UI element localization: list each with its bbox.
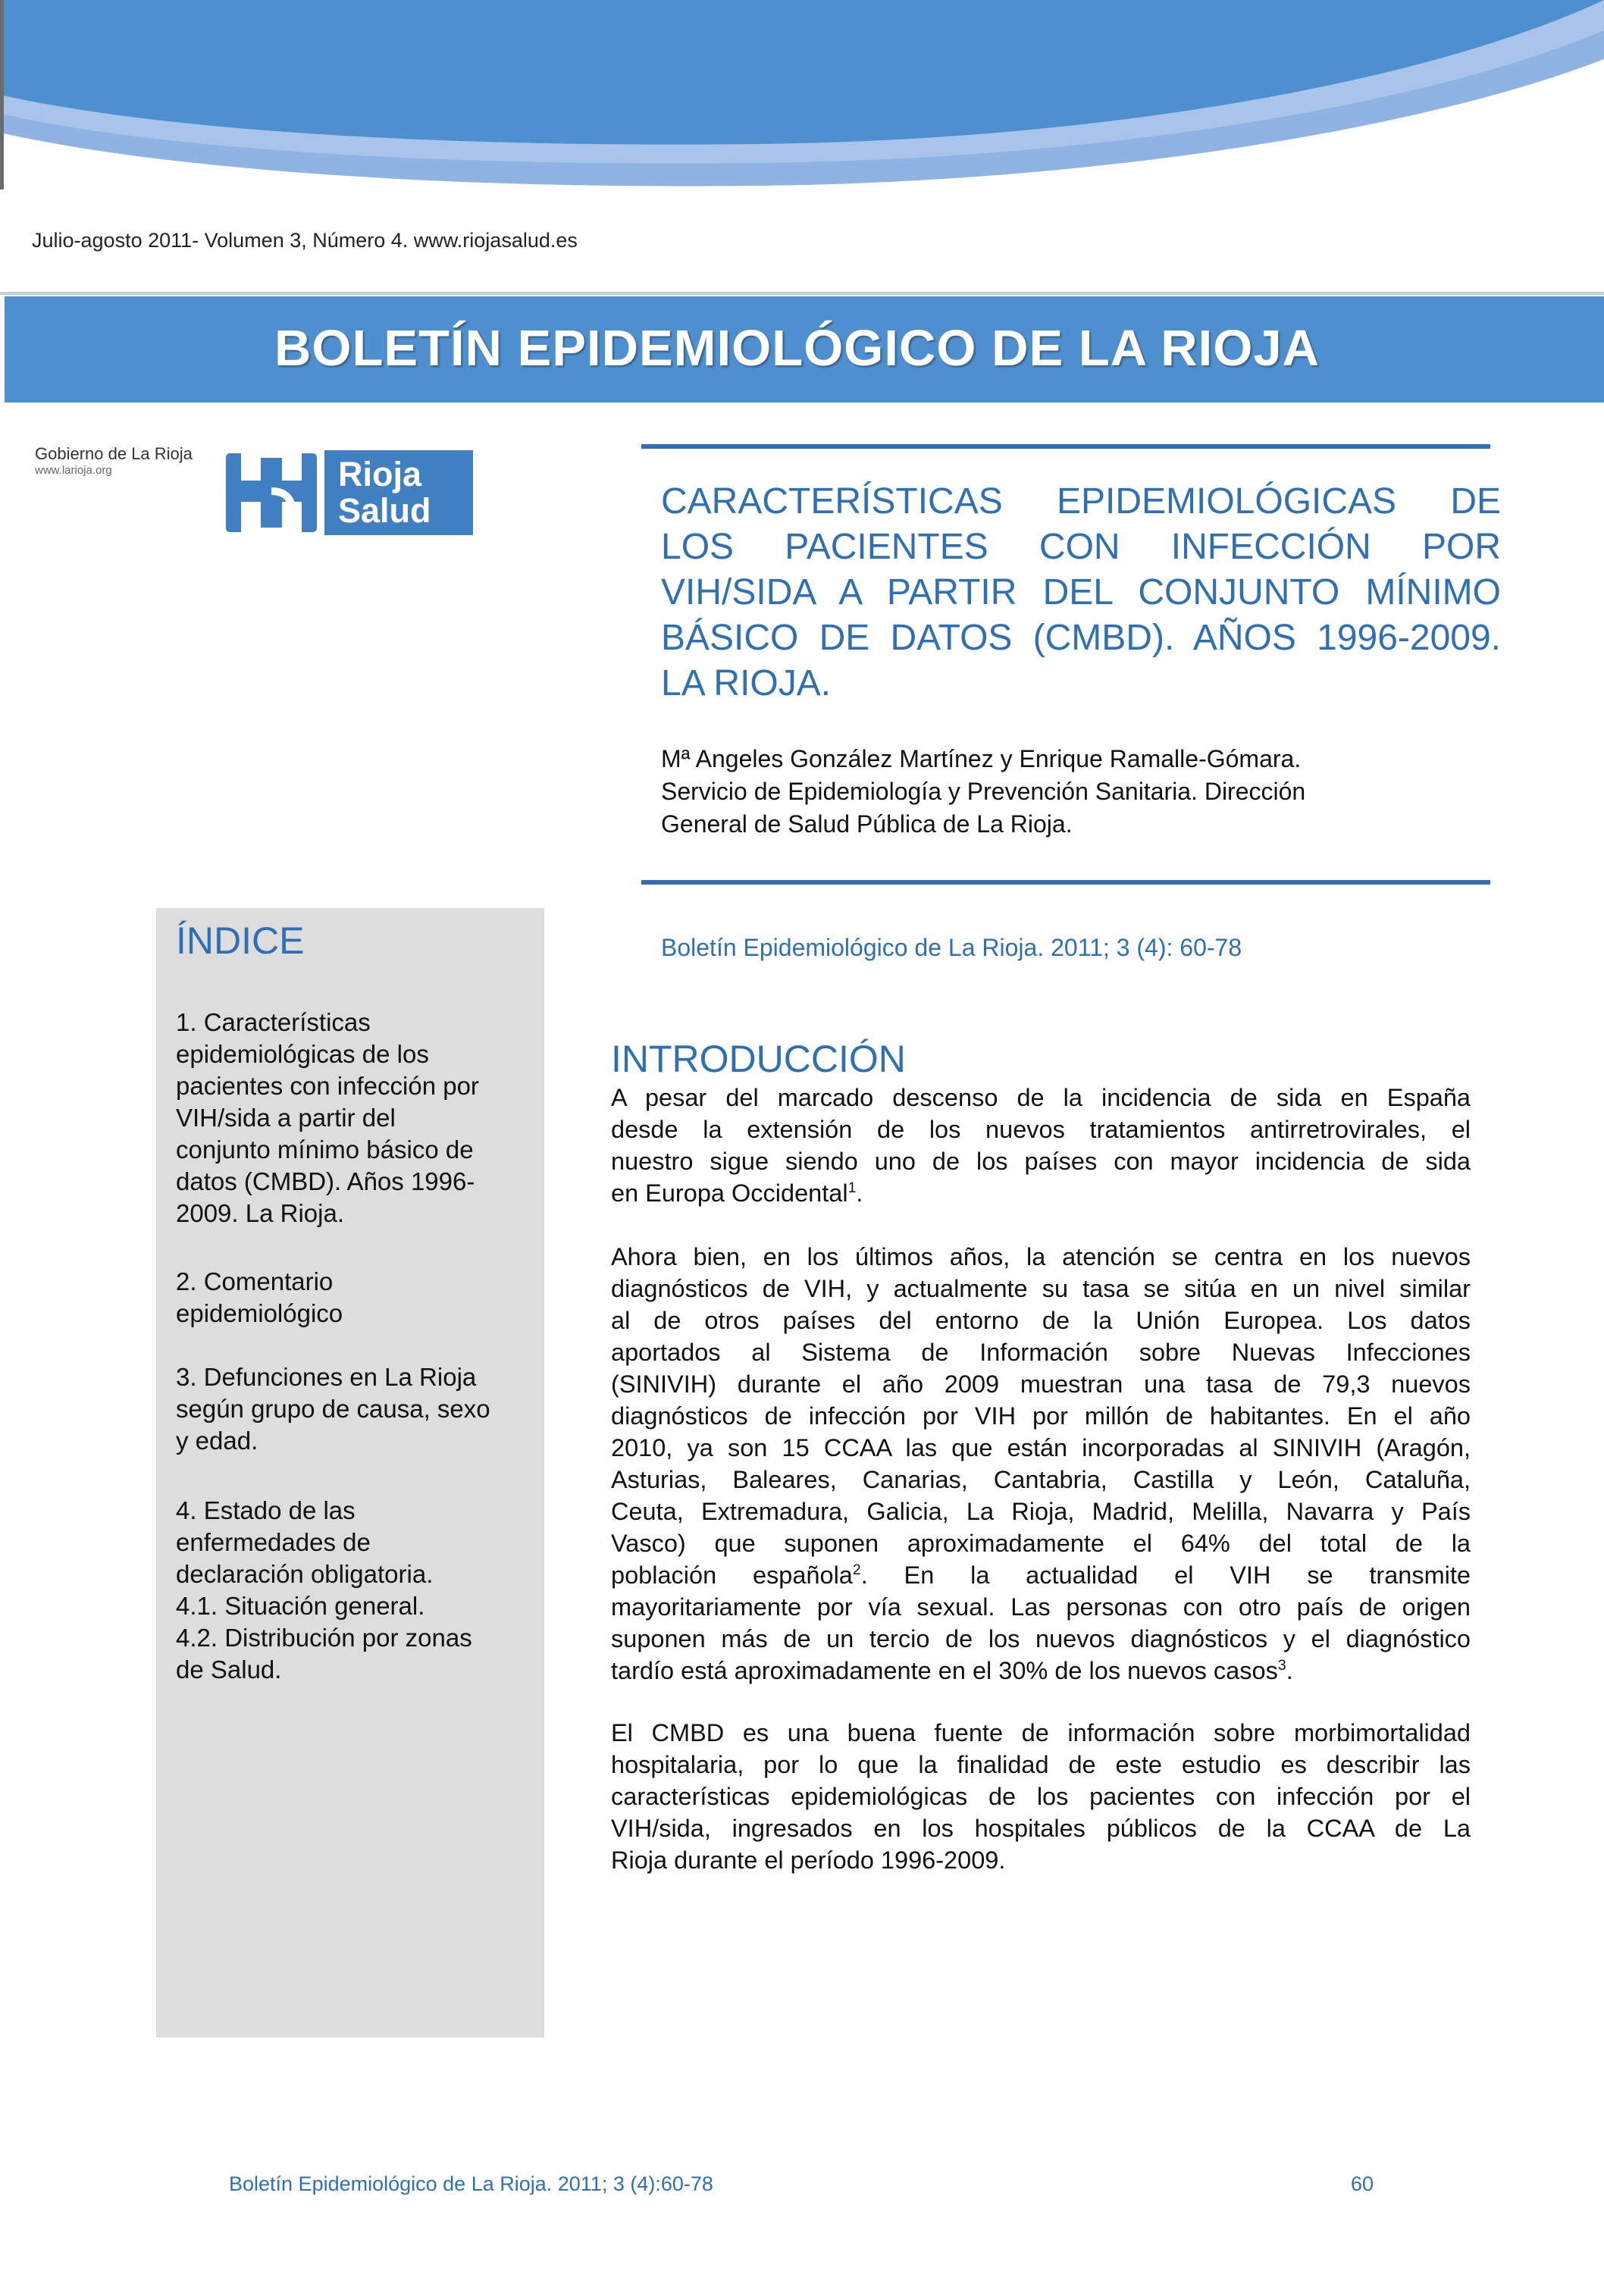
paragraph-line: al de otros países del entorno de la Unión Europea. Los datos	[611, 1307, 1471, 1334]
paragraph-line: diagnósticos de VIH, y actualmente su tasa se sitúa en un nivel similar	[611, 1275, 1471, 1302]
paragraph-line: nuestro sigue siendo uno de los países con mayor incidencia de sida	[611, 1148, 1471, 1175]
index-item-4	[176, 1495, 472, 1686]
line-text: tardío está aproximadamente en el 30% de los nuevos casos	[611, 1657, 1278, 1684]
index-line: 2009. La Rioja.	[176, 1199, 344, 1227]
index-line: y edad.	[176, 1427, 258, 1455]
title-bottom-rule	[641, 880, 1490, 885]
rioja-salud-logo	[223, 450, 473, 535]
paragraph-line: hospitalaria, por lo que la finalidad de este estudio es describir las	[611, 1751, 1471, 1778]
index-line: 2. Comentario	[176, 1267, 334, 1295]
index-item-1	[176, 1007, 479, 1229]
paragraph-line: Vasco) que suponen aproximadamente el 64% del total de la	[611, 1530, 1471, 1557]
index-item-2	[176, 1266, 343, 1330]
index-line: epidemiológicas de los	[176, 1040, 429, 1068]
authors-line: Mª Angeles González Martínez y Enrique Ramalle-Gómara.	[661, 745, 1302, 772]
line-text: población española	[611, 1561, 853, 1589]
left-edge-rule	[0, 0, 4, 190]
title-top-rule	[641, 444, 1490, 449]
intro-heading: INTRODUCCIÓN	[611, 1038, 906, 1080]
index-line: VIH/sida a partir del	[176, 1104, 396, 1132]
rioja-salud-wordmark	[324, 450, 473, 535]
line-text: en Europa Occidental	[611, 1179, 848, 1207]
logo-word-salud: Salud	[338, 491, 431, 530]
paragraph-line: suponen más de un tercio de los nuevos diagnósticos y el diagnóstico	[611, 1625, 1471, 1652]
paragraph-line	[611, 1177, 1471, 1209]
index-line: declaración obligatoria.	[176, 1560, 434, 1588]
line-end: .	[856, 1179, 863, 1207]
issue-line: Julio-agosto 2011- Volumen 3, Número 4. www.riojasalud.es	[32, 229, 578, 252]
paragraph-line: mayoritariamente por vía sexual. Las personas con otro país de origen	[611, 1593, 1471, 1621]
index-sidebar	[156, 908, 544, 2038]
paragraph-line: Rioja durante el período 1996-2009.	[611, 1847, 1006, 1874]
line-end: .	[1286, 1657, 1293, 1684]
reference-superscript: 3	[1277, 1657, 1286, 1674]
paragraph-line: diagnósticos de infección por VIH por millón de habitantes. En el año	[611, 1402, 1471, 1430]
intro-paragraph-3	[611, 1717, 1471, 1876]
index-item-3	[176, 1361, 490, 1457]
paragraph-line: A pesar del marcado descenso de la incidencia de sida en España	[611, 1084, 1471, 1111]
index-line: datos (CMBD). Años 1996-	[176, 1167, 475, 1195]
article-title	[661, 479, 1501, 706]
paragraph-line	[611, 1655, 1471, 1687]
index-line: de Salud.	[176, 1655, 282, 1684]
index-title: ÍNDICE	[176, 919, 305, 962]
paragraph-line	[611, 1559, 1471, 1591]
gobierno-logo-url: www.larioja.org	[35, 464, 112, 477]
reference-superscript: 2	[852, 1561, 861, 1579]
index-line: 4.2. Distribución por zonas	[176, 1624, 472, 1652]
reference-superscript: 1	[847, 1179, 857, 1197]
logo-word-rioja: Rioja	[338, 455, 422, 493]
paragraph-line: Asturias, Baleares, Canarias, Cantabria, Castilla y León, Cataluña,	[611, 1466, 1471, 1493]
paragraph-line: aportados al Sistema de Información sobre Nuevas Infecciones	[611, 1339, 1471, 1366]
line-text: . En la actualidad el VIH se transmite	[860, 1561, 1471, 1589]
paragraph-line: VIH/sida, ingresados en los hospitales públicos de la CCAA de La	[611, 1815, 1471, 1842]
band-top-line	[0, 292, 1604, 295]
header-wave-banner	[0, 0, 1604, 205]
article-title-line: LOS PACIENTES CON INFECCIÓN POR	[661, 527, 1501, 567]
index-line: 1. Características	[176, 1008, 371, 1036]
band-background	[5, 296, 1604, 403]
index-line: enfermedades de	[176, 1528, 371, 1556]
index-line: 4. Estado de las	[176, 1496, 356, 1524]
paragraph-line: desde la extensión de los nuevos tratamientos antirretrovirales, el	[611, 1116, 1471, 1143]
footer-citation: Boletín Epidemiológico de La Rioja. 2011; 3 (4):60-78	[229, 2172, 713, 2195]
intro-paragraph-1	[611, 1082, 1471, 1209]
index-line: según grupo de causa, sexo	[176, 1395, 490, 1423]
article-title-line: CARACTERÍSTICAS EPIDEMIOLÓGICAS DE	[661, 481, 1501, 522]
bulletin-title-band	[0, 292, 1604, 403]
cross-logo-icon	[223, 450, 320, 535]
index-line: pacientes con infección por	[176, 1072, 479, 1100]
article-title-line: BÁSICO DE DATOS (CMBD). AÑOS 1996-2009.	[661, 618, 1501, 658]
authors-line: General de Salud Pública de La Rioja.	[661, 810, 1073, 838]
paragraph-line: características epidemiológicas de los pacientes con infección por el	[611, 1783, 1471, 1810]
paragraph-line: Ahora bien, en los últimos años, la atención se centra en los nuevos	[611, 1243, 1471, 1270]
authors-line: Servicio de Epidemiología y Prevención Sanitaria. Dirección	[661, 778, 1306, 805]
index-line: 3. Defunciones en La Rioja	[176, 1363, 477, 1391]
index-line: epidemiológico	[176, 1299, 343, 1327]
paragraph-line: Ceuta, Extremadura, Galicia, La Rioja, Madrid, Melilla, Navarra y País	[611, 1498, 1471, 1525]
paragraph-line: (SINIVIH) durante el año 2009 muestran una tasa de 79,3 nuevos	[611, 1370, 1471, 1398]
page-number: 60	[1351, 2172, 1374, 2195]
index-line: conjunto mínimo básico de	[176, 1135, 474, 1164]
article-authors	[661, 743, 1510, 841]
intro-paragraph-2	[611, 1241, 1471, 1687]
article-citation: Boletín Epidemiológico de La Rioja. 2011; 3 (4): 60-78	[661, 934, 1242, 961]
paragraph-line: El CMBD es una buena fuente de información sobre morbimortalidad	[611, 1719, 1471, 1746]
paragraph-line: 2010, ya son 15 CCAA las que están incorporadas al SINIVIH (Aragón,	[611, 1434, 1471, 1461]
gobierno-logo-name: Gobierno de La Rioja	[35, 444, 193, 463]
bulletin-title: BOLETÍN EPIDEMIOLÓGICO DE LA RIOJA	[274, 320, 1320, 377]
article-title-line: LA RIOJA.	[661, 663, 832, 703]
article-title-line: VIH/SIDA A PARTIR DEL CONJUNTO MÍNIMO	[661, 572, 1501, 612]
index-line: 4.1. Situación general.	[176, 1592, 425, 1620]
